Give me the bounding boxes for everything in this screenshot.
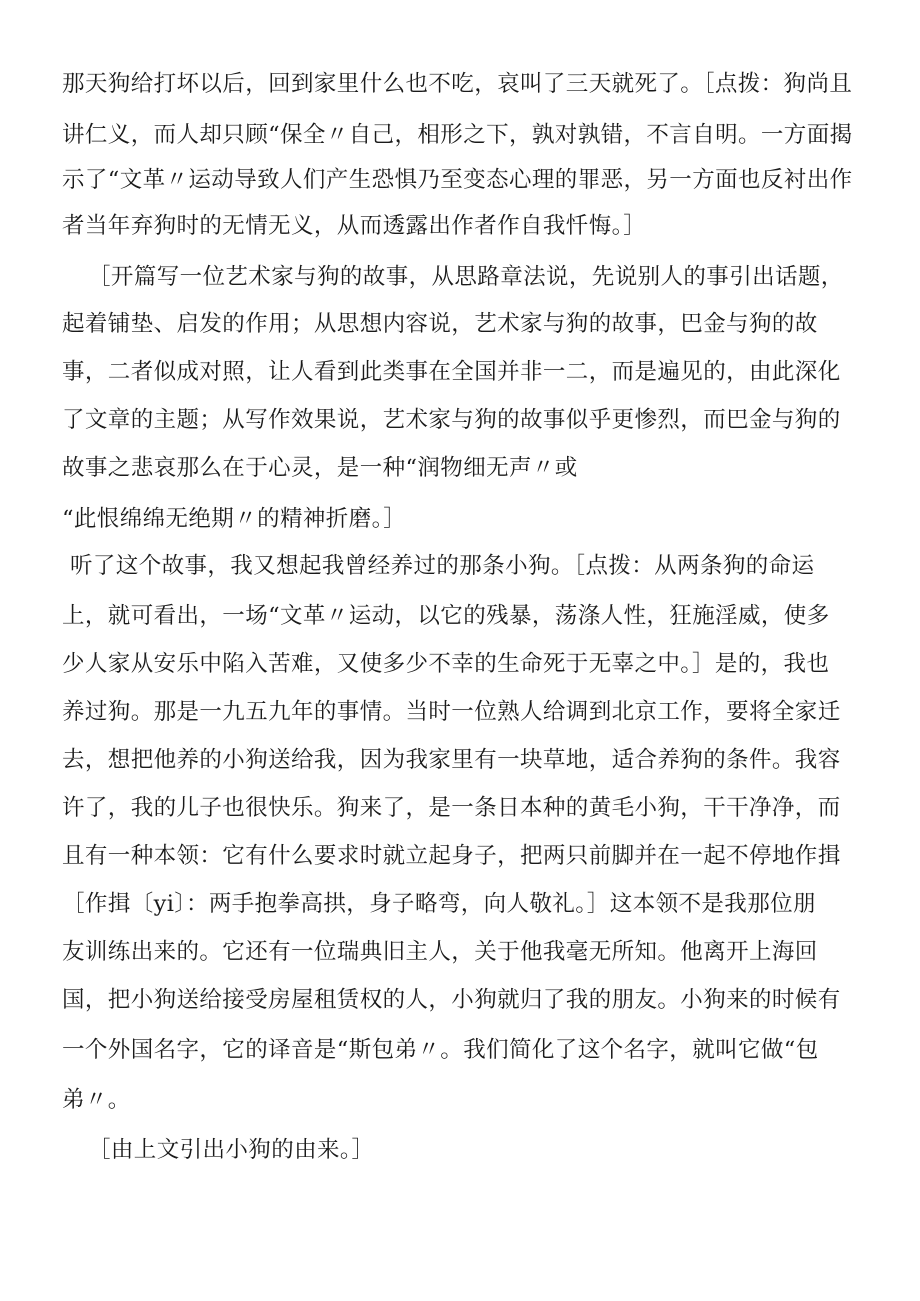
text-line-11: 听了这个故事，我又想起我曾经养过的那条小狗。［点拨：从两条狗的命运	[70, 553, 815, 579]
text-line-2: 讲仁义，而人却只顾“保全〃自己，相形之下，孰对孰错，不言自明。一方面揭	[62, 122, 853, 148]
text-line-7: 事，二者似成对照，让人看到此类事在全国并非一二，而是遍见的，由此深化	[62, 359, 841, 385]
text-line-23: ［由上文引出小狗的由来。］	[88, 1137, 375, 1163]
text-line-20: 国，把小狗送给接受房屋租赁权的人，小狗就归了我的朋友。小狗来的时候有	[62, 987, 841, 1013]
text-line-8: 了文章的主题；从写作效果说，艺术家与狗的故事似乎更惨烈，而巴金与狗的	[62, 407, 841, 433]
text-line-18: ［作揖〔yi〕：两手抱拳高拱，身子略弯，向人敬礼。］这本领不是我那位朋	[62, 891, 816, 917]
text-line-10: “此恨绵绵无绝期〃的精神折磨。］	[62, 506, 407, 532]
text-line-21: 一个外国名字，它的译音是“斯包弟〃。我们简化了这个名字，就叫它做“包	[62, 1037, 819, 1063]
text-line-12: 上，就可看出，一场“文革〃运动，以它的残暴，荡涤人性，狂施淫威，使多	[62, 603, 830, 629]
text-line-13: 少人家从安乐中陷入苦难，又使多少不幸的生命死于无辜之中。］是的，我也	[62, 651, 830, 677]
text-line-22: 弟〃。	[62, 1087, 131, 1113]
text-line-14: 养过狗。那是一九五九年的事情。当时一位熟人给调到北京工作，要将全家迁	[62, 699, 841, 725]
text-line-3: 示了“文革〃运动导致人们产生恐惧乃至变态心理的罪恶，另一方面也反衬出作	[62, 167, 853, 193]
text-line-19: 友训练出来的。它还有一位瑞典旧主人，关于他我毫无所知。他离开上海回	[62, 939, 818, 965]
text-line-5: ［开篇写一位艺术家与狗的故事，从思路章法说，先说别人的事引出话题，	[88, 264, 844, 290]
text-line-9: 故事之悲哀那么在于心灵，是一种“润物细无声〃或	[62, 455, 578, 481]
text-line-17: 且有一种本领：它有什么要求时就立起身子，把两只前脚并在一起不停地作揖	[62, 843, 841, 869]
text-line-15: 去，想把他养的小狗送给我，因为我家里有一块草地，适合养狗的条件。我容	[62, 747, 841, 773]
text-line-6: 起着铺垫、启发的作用；从思想内容说，艺术家与狗的故事，巴金与狗的故	[62, 311, 818, 337]
text-line-1: 那天狗给打坏以后，回到家里什么也不吃，哀叫了三天就死了。［点拨：狗尚且	[62, 71, 853, 97]
text-line-4: 者当年弃狗时的无情无义，从而透露出作者作自我忏悔。］	[62, 213, 647, 239]
text-line-16: 许了，我的儿子也很快乐。狗来了，是一条日本种的黄毛小狗，干干净净，而	[62, 795, 841, 821]
